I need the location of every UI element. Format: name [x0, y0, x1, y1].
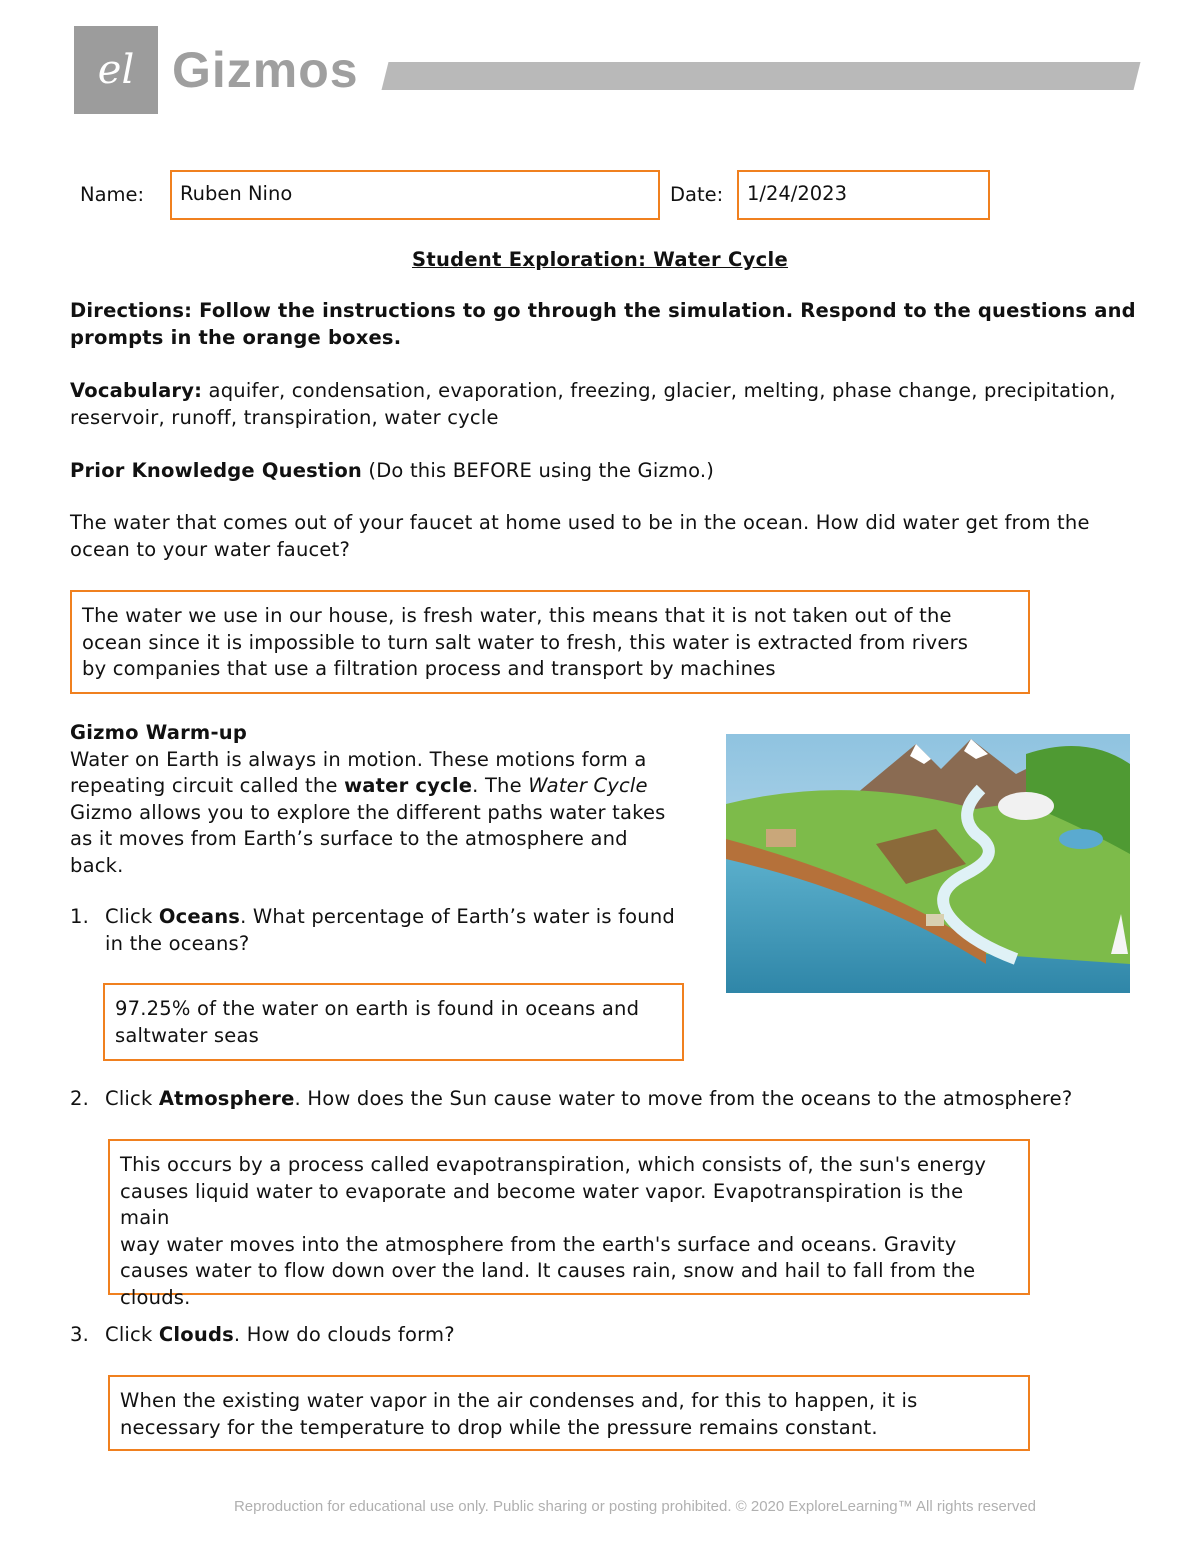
question-1: 1. Click Oceans. What percentage of Earth’s water is found in the oceans? — [70, 905, 675, 955]
warmup-line: Gizmo allows you to explore the different paths water takes — [70, 800, 666, 824]
question-line: ocean to your water faucet? — [70, 537, 351, 561]
answer-line: by companies that use a filtration process and transport by machines — [82, 657, 776, 680]
warmup-line: back. — [70, 853, 124, 877]
directions-line: prompts in the orange boxes. — [70, 325, 402, 349]
answer-box-3[interactable] — [108, 1375, 1030, 1451]
question-number: 2. — [70, 1087, 90, 1110]
vocabulary-label: Vocabulary: — [70, 379, 203, 402]
answer-line: ocean since it is impossible to turn salt water to fresh, this water is extracted from rivers — [82, 630, 969, 654]
answer-line: causes liquid water to evaporate and become water vapor. Evapotranspiration is the main — [120, 1179, 964, 1229]
term-water-cycle: water cycle — [344, 774, 473, 797]
answer-line: This occurs by a process called evapotranspiration, which consists of, the sun's energy — [120, 1153, 987, 1176]
answer-line: clouds. — [120, 1285, 191, 1309]
answer-line: necessary for the temperature to drop while the pressure remains constant. — [120, 1415, 878, 1439]
prior-knowledge-note: (Do this BEFORE using the Gizmo.) — [362, 459, 715, 482]
treatment-plant — [926, 914, 944, 926]
gizmos-brand: Gizmos — [172, 42, 359, 98]
directions — [70, 298, 1150, 351]
answer-box-1[interactable] — [103, 983, 684, 1061]
cloud — [998, 792, 1054, 820]
prior-knowledge-answer-box[interactable] — [70, 590, 1030, 694]
answer-line: The water we use in our house, is fresh water, this means that it is not taken out of the — [82, 604, 952, 627]
vocabulary-terms: aquifer, condensation, evaporation, freezing, glacier, melting, phase change, precipitation, — [202, 379, 1116, 402]
answer-line: saltwater seas — [115, 1023, 259, 1047]
warmup-heading: Gizmo Warm-up — [70, 721, 247, 744]
button-ref-oceans: Oceans — [158, 905, 241, 928]
header-bar — [382, 62, 1141, 90]
date-field[interactable]: 1/24/2023 — [737, 170, 990, 220]
answer-box-2[interactable] — [108, 1139, 1030, 1309]
lake — [1059, 829, 1103, 849]
prior-knowledge-question — [70, 510, 1160, 563]
button-ref-clouds: Clouds — [158, 1323, 234, 1346]
name-field[interactable]: Ruben Nino — [170, 170, 660, 220]
name-label: Name: — [80, 183, 145, 206]
warmup-line: as it moves from Earth’s surface to the atmosphere and — [70, 827, 628, 850]
page-title: Student Exploration: Water Cycle — [411, 248, 789, 271]
question-line: The water that comes out of your faucet at home used to be in the ocean. How did water get from the — [70, 511, 1090, 534]
answer-line: causes water to flow down over the land. It causes rain, snow and hail to fall from the — [120, 1259, 976, 1282]
question-2: 2. Click Atmosphere. How does the Sun cause water to move from the oceans to the atmosphere? — [70, 1086, 1170, 1113]
prior-knowledge-label: Prior Knowledge Question — [70, 459, 363, 482]
date-label: Date: — [670, 183, 724, 206]
answer-line: way water moves into the atmosphere from the earth's surface and oceans. Gravity — [120, 1232, 957, 1256]
warmup-section — [70, 720, 710, 879]
directions-line: Directions: Follow the instructions to go through the simulation. Respond to the questions and — [70, 299, 1136, 322]
vocabulary-terms: reservoir, runoff, transpiration, water cycle — [70, 405, 499, 429]
prior-knowledge-heading — [70, 458, 1150, 485]
answer-line: 97.25% of the water on earth is found in oceans and — [115, 997, 640, 1020]
footer-copyright: Reproduction for educational use only. Public sharing or posting prohibited. © 2020 ExploreLearning™ All rights reserved — [233, 1498, 1037, 1515]
warmup-line: repeating circuit called the water cycle. The Water Cycle — [70, 774, 648, 797]
button-ref-atmosphere: Atmosphere — [158, 1087, 295, 1110]
gizmo-name: Water Cycle — [528, 774, 648, 797]
factory — [766, 829, 796, 847]
question-3: 3. Click Clouds. How do clouds form? — [70, 1322, 1170, 1349]
vocabulary — [70, 378, 1150, 431]
gizmos-logo-mark: el — [74, 26, 158, 114]
answer-line: When the existing water vapor in the air condenses and, for this to happen, it is — [120, 1389, 918, 1412]
question-number: 1. — [70, 905, 90, 928]
warmup-line: Water on Earth is always in motion. These motions form a — [70, 747, 647, 771]
question-number: 3. — [70, 1323, 90, 1346]
water-cycle-illustration — [726, 734, 1130, 993]
